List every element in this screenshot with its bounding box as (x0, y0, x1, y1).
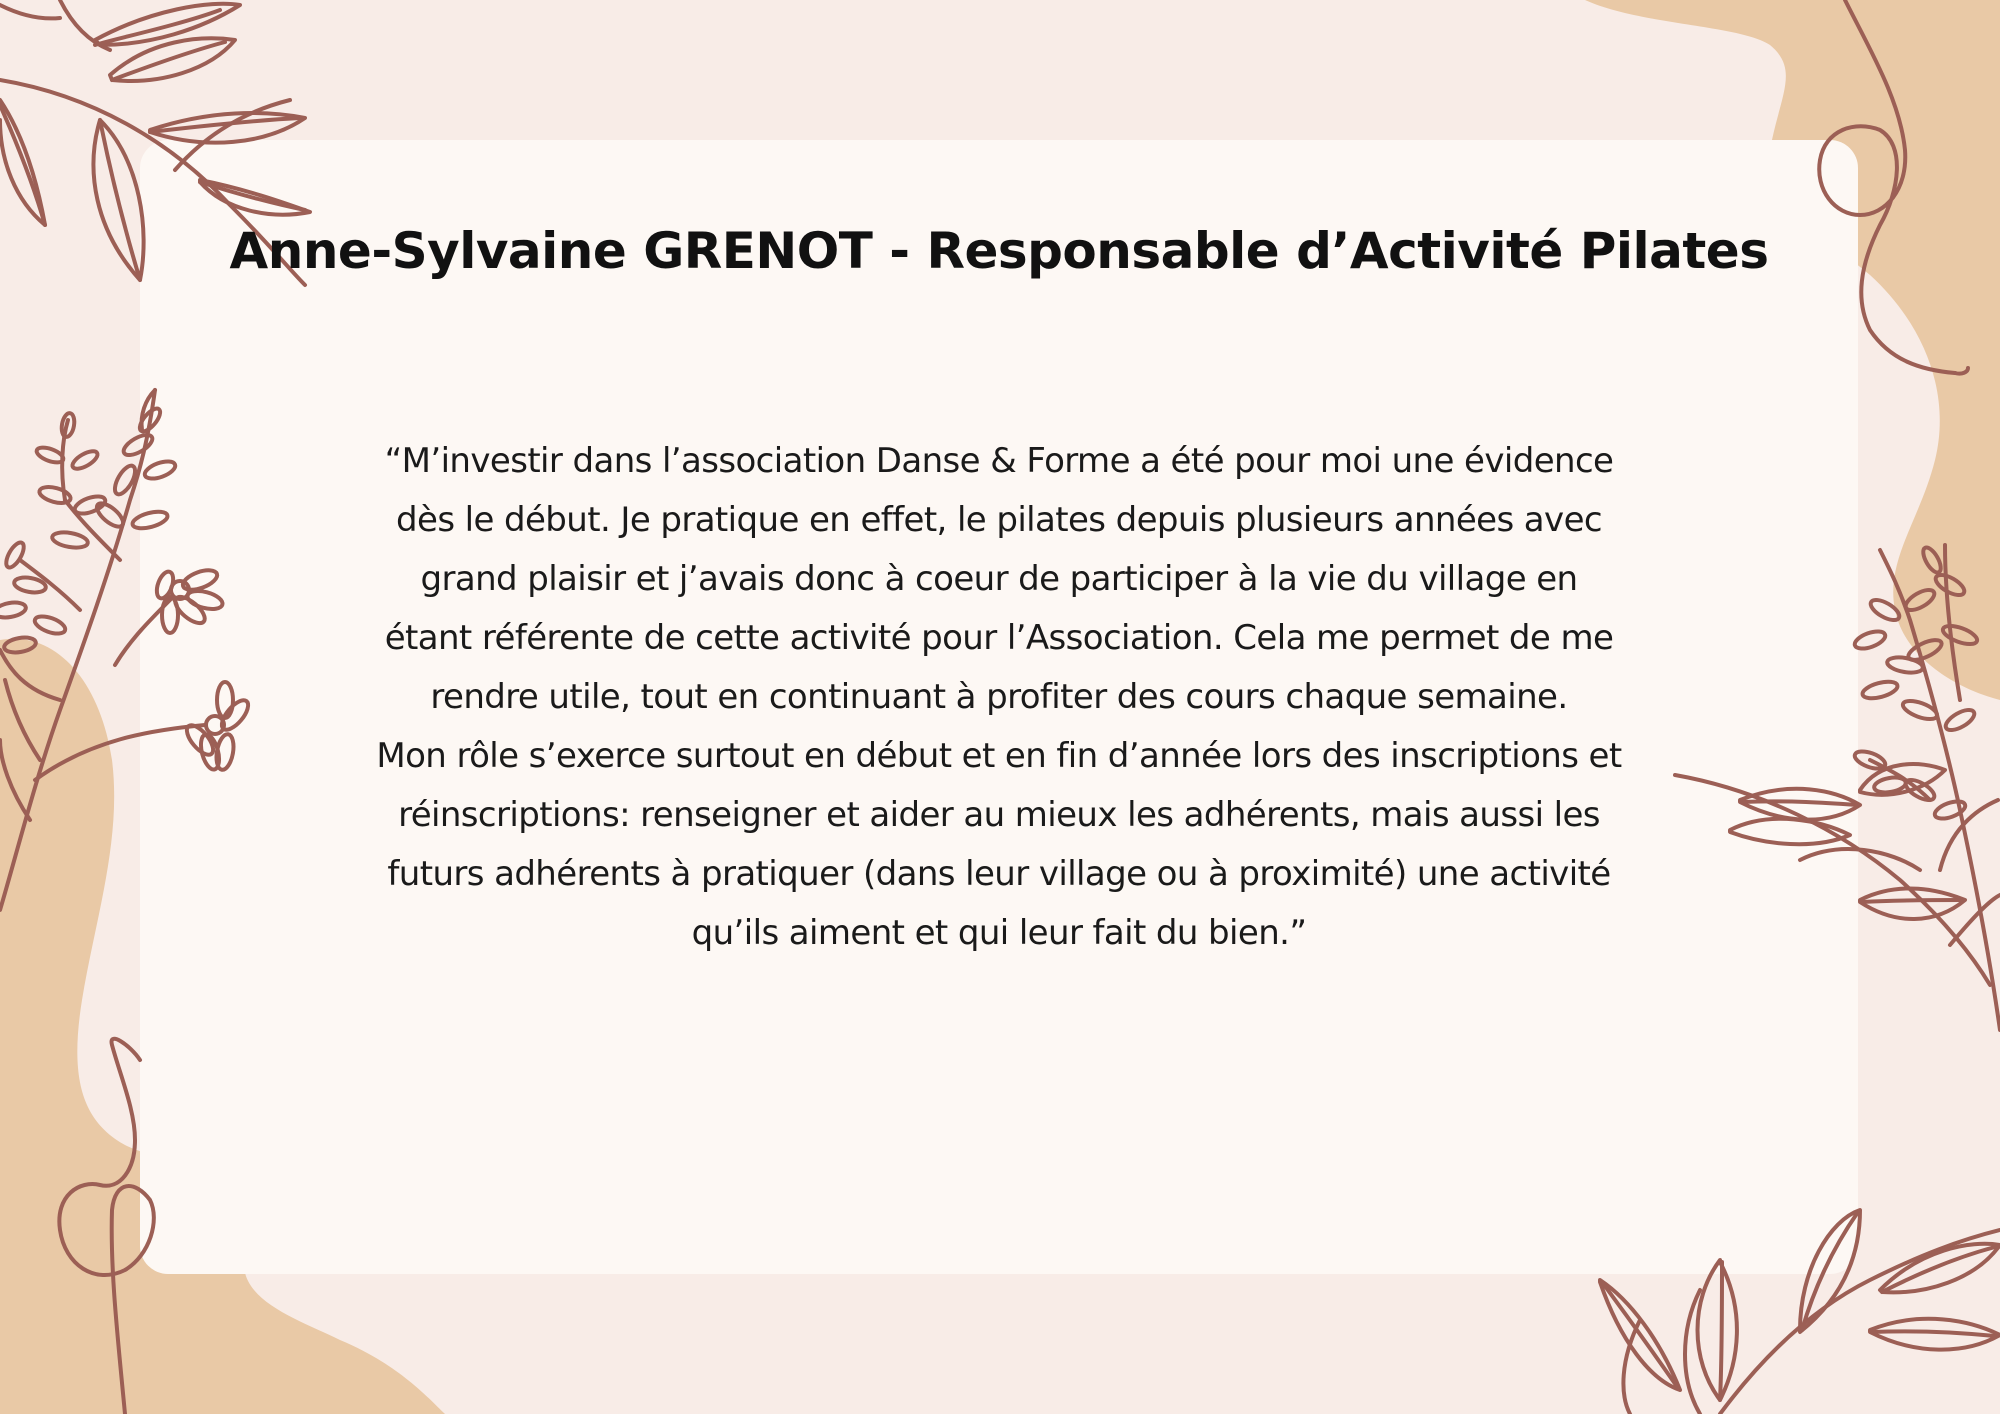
leaf-branch-right (1675, 764, 2000, 985)
lavender-sprig-right (1853, 545, 2000, 1030)
quote-line: futurs adhérents à pratiquer (dans leur village ou à proximité) une activité (387, 854, 1611, 894)
quote-line: grand plaisir et j’avais donc à coeur de participer à la vie du village en (420, 559, 1578, 599)
swirl-top-right (1819, 0, 1968, 374)
quote-line: “M’investir dans l’association Danse & Forme a été pour moi une évidence (384, 441, 1614, 481)
quote-line: réinscriptions: renseigner et aider au mieux les adhérents, mais aussi les (398, 795, 1600, 835)
quote-line: dès le début. Je pratique en effet, le pilates depuis plusieurs années avec (396, 500, 1602, 540)
swirl-bottom-left (59, 1039, 153, 1414)
quote-line: qu’ils aiment et qui leur fait du bien.” (691, 913, 1307, 953)
page-title: Anne-Sylvaine GRENOT - Responsable d’Activité Pilates (229, 222, 1769, 280)
testimonial-quote (330, 432, 1668, 963)
quote-line: Mon rôle s’exerce surtout en début et en fin d’année lors des inscriptions et (376, 736, 1622, 776)
quote-line: étant référente de cette activité pour l’Association. Cela me permet de me (384, 618, 1614, 658)
leaf-branch-bottom-right (1600, 1210, 2000, 1414)
quote-line: rendre utile, tout en continuant à profiter des cours chaque semaine. (430, 677, 1568, 717)
lavender-sprig-left (0, 390, 177, 910)
